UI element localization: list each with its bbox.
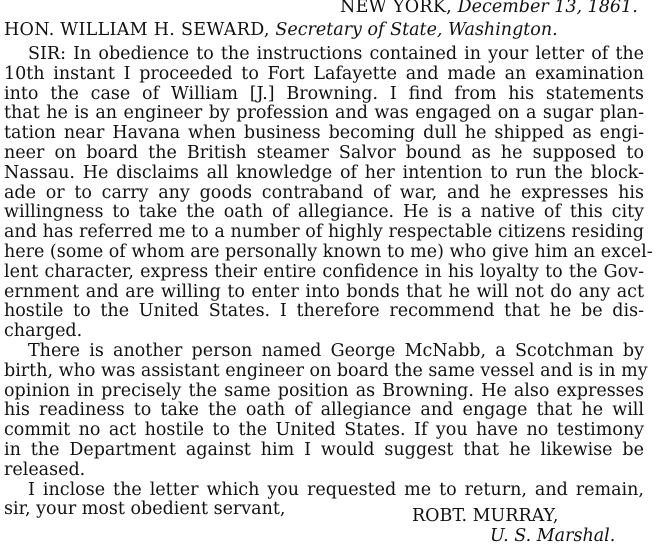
letter-line: charged. xyxy=(4,321,83,342)
letter-line: There is another person named George McNabb, a Scotchman by xyxy=(28,341,644,361)
letter-line: 10th instant I proceeded to Fort Lafayette and made an examination xyxy=(4,63,644,84)
signature-title: U. S. Marshal. xyxy=(490,526,616,546)
letter-line: sir, your most obedient servant, xyxy=(4,499,286,520)
addressee xyxy=(4,20,654,40)
letter-line: hostile to the United States. I therefore recommend that he be dis- xyxy=(4,301,644,322)
letter-line: commit no act hostile to the United States. If you have no testimony xyxy=(4,420,644,441)
dateline xyxy=(340,0,638,17)
addressee-honorific: HON. xyxy=(4,20,55,40)
letter-line: neer on board the British steamer Salvor bound as he supposed to xyxy=(4,143,644,163)
letter-line: Nassau. He disclaims all knowledge of her intention to run the block- xyxy=(4,162,644,183)
dateline-date: December 13, 1861. xyxy=(457,0,638,17)
dateline-place: NEW YORK, xyxy=(340,0,453,17)
letter-line: and has referred me to a number of highly respectable citizens residing xyxy=(4,222,644,243)
letter-line: that he is an engineer by profession and was engaged on a sugar plan- xyxy=(4,103,644,124)
letter-line: I inclose the letter which you requested me to return, and remain, xyxy=(28,479,644,500)
signature-name: ROBT. MURRAY, xyxy=(412,506,559,526)
letter-line: birth, who was assistant engineer on board the same vessel and is in my xyxy=(4,360,648,381)
letter-line: lent character, express their entire confidence in his loyalty to the Gov- xyxy=(4,261,644,282)
letter-line: SIR: In obedience to the instructions contained in your letter of the xyxy=(28,44,644,64)
addressee-title: Secretary of State, Washington. xyxy=(275,20,558,40)
letter-line: here (some of whom are personally known to me) who give him an excel- xyxy=(4,242,653,262)
letter-line: in the Department against him I would suggest that he likewise be xyxy=(4,440,644,460)
letter-line: into the case of William [J.] Browning. I find from his statements xyxy=(4,83,644,104)
letter-line: willingness to take the oath of allegiance. He is a native of this city xyxy=(4,202,644,223)
letter-line: his readiness to take the oath of allegiance and engage that he will xyxy=(4,400,644,421)
letter-line: ernment and are willing to enter into bonds that he will not do any act xyxy=(4,281,644,302)
letter-line: ade or to carry any goods contraband of war, and he expresses his xyxy=(4,182,644,203)
letter-line: tation near Havana when business becoming dull he shipped as engi- xyxy=(4,123,644,144)
addressee-name: WILLIAM H. SEWARD, xyxy=(60,20,270,40)
letter-line: released. xyxy=(4,459,86,480)
letter-line: opinion in precisely the same position as Browning. He also expresses xyxy=(4,380,644,401)
